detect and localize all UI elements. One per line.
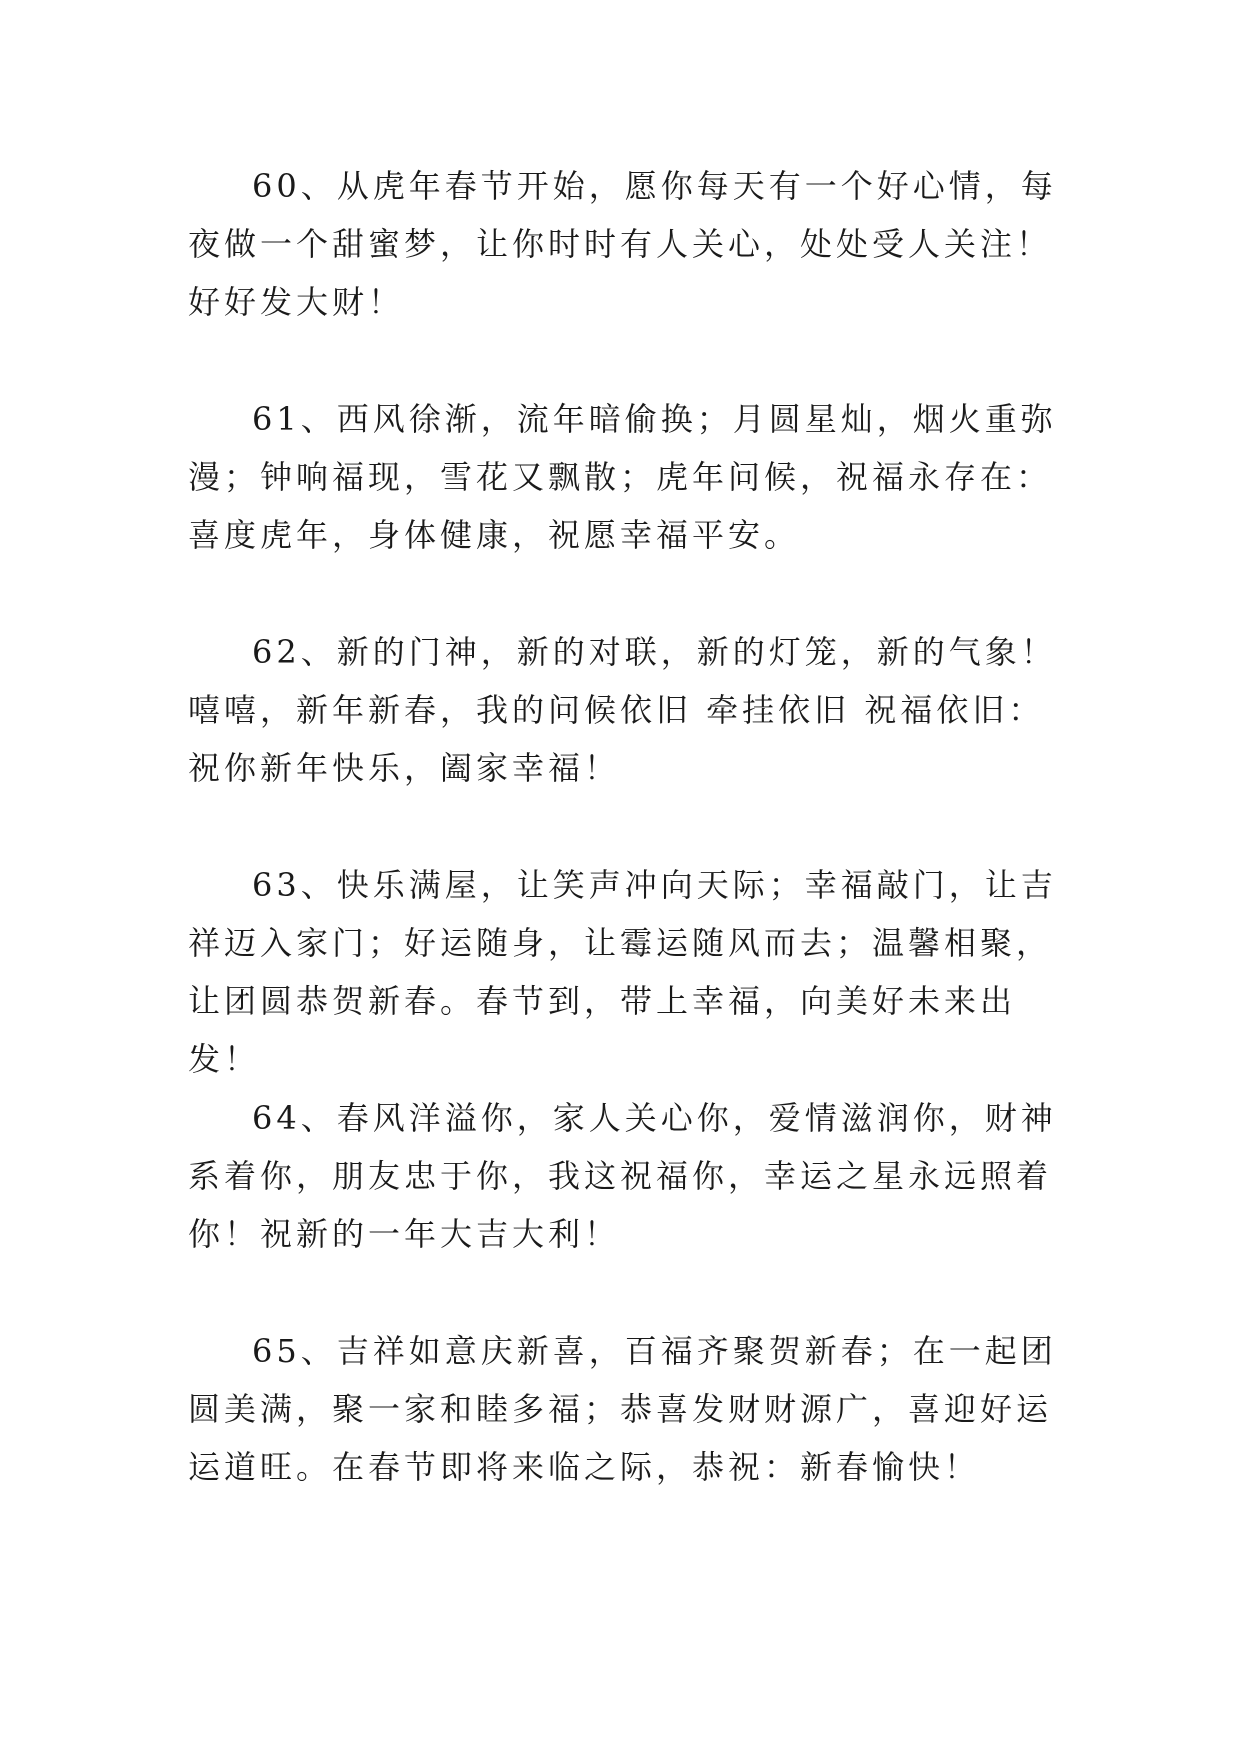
paragraph-62: 62、新的门神，新的对联，新的灯笼，新的气象！嘻嘻，新年新春，我的问候依旧 牵挂依旧 祝福依旧：祝你新年快乐，阖家幸福！ <box>188 633 1057 787</box>
paragraph-65: 65、吉祥如意庆新喜，百福齐聚贺新春；在一起团圆美满，聚一家和睦多福；恭喜发财财源广，喜迎好运运道旺。在春节即将来临之际，恭祝：新春愉快！ <box>188 1332 1057 1486</box>
paragraph-64: 64、春风洋溢你，家人关心你，爱情滋润你，财神系着你，朋友忠于你，我这祝福你，幸运之星永远照着你！祝新的一年大吉大利！ <box>188 1099 1057 1253</box>
paragraph-63: 63、快乐满屋，让笑声冲向天际；幸福敲门，让吉祥迈入家门；好运随身，让霉运随风而去；温馨相聚，让团圆恭贺新春。春节到，带上幸福，向美好未来出发！ <box>188 866 1057 1078</box>
paragraph-60: 60、从虎年春节开始，愿你每天有一个好心情，每夜做一个甜蜜梦，让你时时有人关心，处处受人关注！好好发大财！ <box>188 167 1057 321</box>
paragraph-61: 61、西风徐渐，流年暗偷换；月圆星灿，烟火重弥漫；钟响福现，雪花又飘散；虎年问候，祝福永存在：喜度虎年，身体健康，祝愿幸福平安。 <box>188 400 1057 554</box>
